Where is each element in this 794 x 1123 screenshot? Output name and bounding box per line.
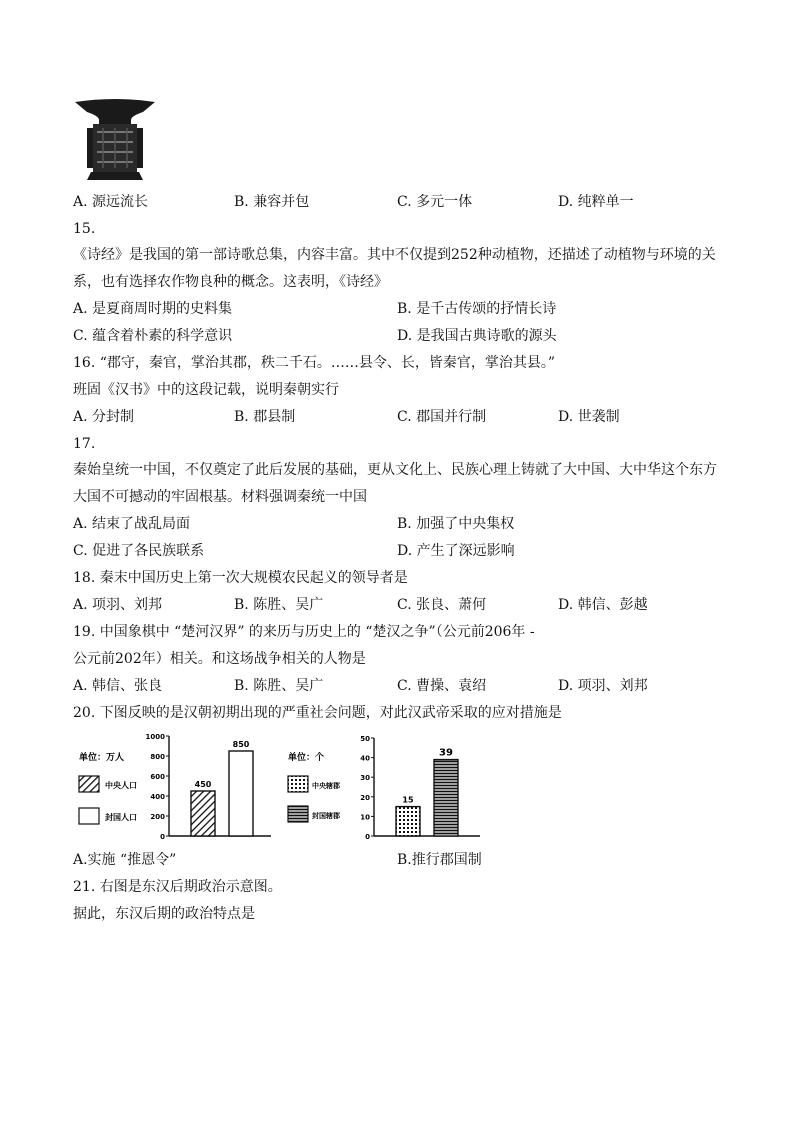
q14-option-d[interactable]: D. 纯粹单一 — [558, 194, 634, 210]
q16-stem-line2: 班固《汉书》中的这段记载，说明秦朝实行 — [73, 382, 339, 398]
q18-option-d[interactable]: D. 韩信、彭越 — [558, 597, 648, 613]
q15-option-c[interactable]: C. 蕴含着朴素的科学意识 — [73, 328, 233, 344]
y-tick-label: 40 — [360, 754, 370, 763]
q15-option-d[interactable]: D. 是我国古典诗歌的源头 — [397, 328, 557, 344]
chart2-legend-2: 封国辖郡 — [312, 812, 340, 820]
chart1-unit-label: 单位：万人 — [79, 753, 125, 763]
bar-1 — [396, 807, 420, 836]
q19-option-b[interactable]: B. 陈胜、吴广 — [234, 678, 324, 694]
bar-value-label: 450 — [194, 780, 212, 789]
y-tick-label: 400 — [150, 793, 165, 801]
chart2-legend-swatch-1 — [288, 776, 308, 792]
q19-stem-line1: 19. 中国象棋中 “楚河汉界” 的来历与历史上的 “楚汉之争”（公元前206年 - — [73, 624, 535, 640]
q15-option-a[interactable]: A. 是夏商周时期的史料集 — [73, 301, 233, 317]
chart1-legend-swatch-1 — [79, 776, 99, 792]
q15-option-b[interactable]: B. 是千古传颂的抒情长诗 — [397, 301, 557, 317]
q14-option-a[interactable]: A. 源远流长 — [73, 194, 149, 210]
q14-option-b[interactable]: B. 兼容并包 — [234, 194, 310, 210]
q15-number: 15. — [73, 221, 96, 237]
q20-option-a[interactable]: A.实施 “推恩令” — [73, 852, 177, 868]
q15-stem-line2: 系，也有选择农作物良种的概念。这表明，《诗经》 — [73, 274, 388, 290]
q18-option-b[interactable]: B. 陈胜、吴广 — [234, 597, 324, 613]
q18-stem: 18. 秦末中国历史上第一次大规模农民起义的领导者是 — [73, 570, 408, 586]
bar-value-label: 39 — [439, 747, 453, 759]
q17-stem-line2: 大国不可撼动的牢固根基。材料强调秦统一中国 — [73, 489, 367, 505]
q17-number: 17. — [73, 436, 96, 452]
q19-option-c[interactable]: C. 曹操、袁绍 — [397, 678, 487, 694]
y-tick-label: 200 — [150, 813, 165, 821]
q17-stem-line1: 秦始皇统一中国，不仅奠定了此后发展的基础，更从文化上、民族心理上铸就了大中国、大中华这个东方 — [73, 462, 717, 478]
bar-value-label: 850 — [232, 740, 250, 749]
chart1-legend-swatch-2 — [79, 808, 99, 824]
q18-option-a[interactable]: A. 项羽、刘邦 — [73, 597, 163, 613]
population-chart — [73, 730, 273, 842]
q19-option-d[interactable]: D. 项羽、刘邦 — [558, 678, 648, 694]
q14-option-c[interactable]: C. 多元一体 — [397, 194, 473, 210]
y-tick-label: 600 — [150, 773, 165, 781]
q17-option-c[interactable]: C. 促进了各民族联系 — [73, 543, 205, 559]
q16-option-a[interactable]: A. 分封制 — [73, 409, 135, 425]
y-tick-label: 800 — [150, 753, 165, 761]
y-tick-label: 1000 — [145, 733, 165, 741]
bar-2 — [229, 751, 253, 836]
q16-option-c[interactable]: C. 郡国并行制 — [397, 409, 487, 425]
y-tick-label: 20 — [360, 793, 370, 802]
q21-stem-line2: 据此，东汉后期的政治特点是 — [73, 906, 255, 922]
bronze-vessel-icon — [73, 98, 157, 184]
chart2-legend-swatch-2 — [288, 806, 308, 822]
q15-stem-line1: 《诗经》是我国的第一部诗歌总集，内容丰富。其中不仅提到252种动植物，还描述了动植物与环境的关 — [73, 247, 716, 263]
q16-option-b[interactable]: B. 郡县制 — [234, 409, 296, 425]
q17-option-a[interactable]: A. 结束了战乱局面 — [73, 516, 191, 532]
q18-option-c[interactable]: C. 张良、萧何 — [397, 597, 487, 613]
chart1-legend-1: 中央人口 — [105, 781, 137, 790]
q19-option-a[interactable]: A. 韩信、张良 — [73, 678, 163, 694]
y-tick-label: 0 — [160, 833, 165, 841]
bar-2 — [434, 760, 458, 836]
y-tick-label: 10 — [360, 813, 370, 822]
chart2-bars — [396, 748, 458, 836]
q16-stem-line1: 16. “郡守，秦官，掌治其郡，秩二千石。……县令、长，皆秦官，掌治其县。” — [73, 355, 556, 371]
chart1-legend-2: 封国人口 — [105, 813, 137, 822]
commandery-chart — [282, 730, 482, 842]
y-tick-label: 30 — [360, 774, 370, 783]
q17-option-d[interactable]: D. 产生了深远影响 — [397, 543, 515, 559]
q21-stem-line1: 21. 右图是东汉后期政治示意图。 — [73, 879, 282, 895]
bar-1 — [191, 791, 215, 836]
chart2-unit-label: 单位：个 — [288, 753, 325, 763]
q17-option-b[interactable]: B. 加强了中央集权 — [397, 516, 515, 532]
q16-option-d[interactable]: D. 世袭制 — [558, 409, 620, 425]
q20-option-b[interactable]: B.推行郡国制 — [397, 852, 482, 868]
y-tick-label: 50 — [360, 735, 370, 743]
bar-value-label: 15 — [402, 795, 414, 805]
chart2-legend-1: 中央辖郡 — [312, 782, 340, 790]
chart1-bars — [191, 740, 253, 836]
q20-stem: 20. 下图反映的是汉朝初期出现的严重社会问题，对此汉武帝采取的应对措施是 — [73, 705, 562, 721]
y-tick-label: 0 — [365, 833, 370, 841]
q19-stem-line2: 公元前202年）相关。和这场战争相关的人物是 — [73, 651, 366, 667]
